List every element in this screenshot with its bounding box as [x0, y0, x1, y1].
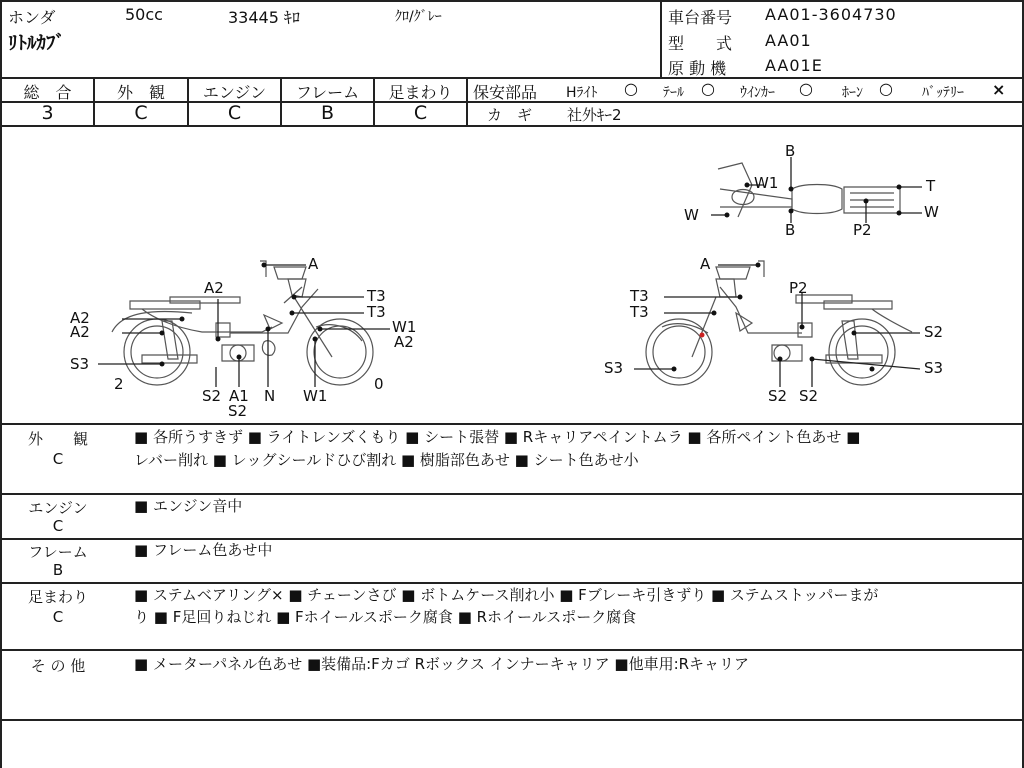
model-name: ﾘﾄﾙｶﾌﾞ — [8, 32, 66, 54]
grade-col-5 — [466, 78, 468, 126]
detail-suspension-grade: C — [52, 608, 64, 626]
key-value: 社外ｷｰ2 — [567, 106, 622, 124]
left-label-s2-lower: S2 — [228, 402, 248, 420]
safety-winker-name: ｳｲﾝｶｰ — [740, 85, 775, 101]
frame-no-value: AA01-3604730 — [765, 5, 897, 24]
left-label-t3-upper: T3 — [367, 287, 386, 305]
grade-suspension-value: C — [413, 102, 428, 124]
left-label-a2-left-upper: A2 — [70, 309, 90, 327]
detail-engine-label: エンジン — [28, 499, 88, 517]
type-value: AA01 — [765, 31, 812, 50]
grade-frame-value: B — [320, 102, 335, 124]
top-label-b-lower: B — [785, 221, 796, 239]
detail-exterior-line-2: レバー削れ ■ レッグシールドひび割れ ■ 樹脂部色あせ ■ シート色あせ小 — [134, 451, 639, 469]
displacement: 50cc — [125, 5, 163, 24]
top-label-w1: W1 — [754, 174, 779, 192]
left-label-w1-lower: W1 — [303, 387, 328, 405]
right-label-s3-left: S3 — [604, 359, 624, 377]
bike-top-view — [718, 163, 900, 217]
detail-frame-grade: B — [52, 561, 64, 579]
type-label: 型 式 — [668, 34, 733, 53]
left-label-a: A — [308, 255, 319, 273]
bike-right-side — [646, 261, 912, 385]
right-label-s2-lower-a: S2 — [768, 387, 788, 405]
right-label-p2: P2 — [789, 279, 808, 297]
grade-engine-value: C — [227, 102, 242, 124]
detail-engine-line-1: ■ エンジン音中 — [134, 497, 243, 515]
grade-exterior-label: 外 観 — [116, 83, 165, 102]
top-label-p2: P2 — [853, 221, 872, 239]
engine-model-label: 原 動 機 — [668, 59, 727, 78]
right-label-a: A — [700, 255, 711, 273]
grade-overall-label: 総 合 — [23, 83, 72, 102]
row-line-5 — [0, 719, 1024, 721]
detail-exterior-label: 外 観 — [27, 430, 88, 448]
detail-exterior-line-1: ■ 各所うすきず ■ ライトレンズくもり ■ シート張替 ■ Rキャリアペイントムラ ■ 各所ペイント色あせ ■ — [134, 428, 861, 446]
right-label-s2-lower-b: S2 — [799, 387, 819, 405]
left-label-2: 2 — [114, 375, 124, 393]
detail-engine-grade: C — [52, 517, 64, 535]
top-label-b-upper: B — [785, 142, 796, 160]
maker: ホンダ — [8, 8, 56, 27]
top-label-w-right: W — [924, 203, 939, 221]
detail-suspension-line-2: り ■ F足回りねじれ ■ Fホイールスポーク腐食 ■ Rホイールスポーク腐食 — [134, 608, 637, 626]
left-label-n: N — [264, 387, 276, 405]
marker-dots — [160, 183, 902, 372]
safety-battery-mark: × — [992, 80, 1006, 99]
grade-frame-label: フレーム — [295, 83, 360, 102]
right-label-t3-lower: T3 — [630, 303, 649, 321]
detail-other-label: そ の 他 — [30, 657, 86, 675]
left-label-a2-right: A2 — [394, 333, 414, 351]
detail-frame-label: フレーム — [28, 543, 88, 561]
mileage: 33445 ｷﾛ — [228, 8, 300, 27]
safety-horn-mark: ○ — [879, 79, 893, 98]
header-bottom-line — [0, 77, 1024, 79]
bike-left-side — [112, 261, 373, 385]
safety-tail-mark: ○ — [701, 79, 715, 98]
left-label-s3: S3 — [70, 355, 90, 373]
left-label-a2-left-lower: A2 — [70, 323, 90, 341]
left-label-a2-top: A2 — [204, 279, 224, 297]
body-color: ｸﾛ/ｸﾞﾚｰ — [395, 9, 442, 25]
safety-winker-mark: ○ — [799, 79, 813, 98]
safety-horn-name: ﾎｰﾝ — [842, 85, 863, 101]
border-top — [0, 0, 1024, 2]
top-label-t: T — [926, 177, 936, 195]
detail-exterior-grade: C — [52, 450, 64, 468]
damage-diagram — [2, 127, 1022, 423]
engine-model-value: AA01E — [765, 56, 823, 75]
left-label-a1: A1 — [229, 387, 249, 405]
left-label-t3-lower: T3 — [367, 303, 386, 321]
right-label-s2-right: S2 — [924, 323, 944, 341]
safety-headlight-mark: ○ — [624, 79, 638, 98]
key-label: カ ギ — [487, 106, 533, 124]
left-label-s2: S2 — [202, 387, 222, 405]
left-label-w1-right: W1 — [392, 318, 417, 336]
right-label-t3-upper: T3 — [630, 287, 649, 305]
top-label-w-left: W — [684, 206, 699, 224]
grade-exterior-value: C — [134, 102, 148, 124]
frame-no-label: 車台番号 — [668, 8, 733, 27]
grade-overall-value: 3 — [41, 102, 54, 124]
detail-suspension-label: 足まわり — [27, 588, 88, 606]
safety-battery-name: ﾊﾞｯﾃﾘｰ — [922, 85, 964, 101]
row-line-4 — [0, 649, 1024, 651]
right-label-s3-right: S3 — [924, 359, 944, 377]
header-divider — [660, 0, 662, 78]
safety-tail-name: ﾃｰﾙ — [663, 85, 684, 101]
bike-drawings — [112, 163, 912, 385]
safety-label: 保安部品 — [473, 83, 538, 102]
left-label-0: 0 — [374, 375, 384, 393]
grade-suspension-label: 足まわり — [388, 83, 453, 102]
detail-other-line-1: ■ メーターパネル色あせ ■装備品:Fカゴ Rボックス インナーキャリア ■他車用:Rキャリア — [134, 655, 750, 673]
safety-headlight-name: Hﾗｲﾄ — [566, 85, 598, 101]
detail-suspension-line-1: ■ ステムベアリング× ■ チェーンさび ■ ボトムケース削れ小 ■ Fブレーキ引きずり ■ ステムストッパーまが — [134, 586, 879, 604]
grade-engine-label: エンジン — [202, 83, 267, 102]
detail-frame-line-1: ■ フレーム色あせ中 — [134, 541, 273, 559]
diagram-bottom-line — [0, 423, 1024, 425]
